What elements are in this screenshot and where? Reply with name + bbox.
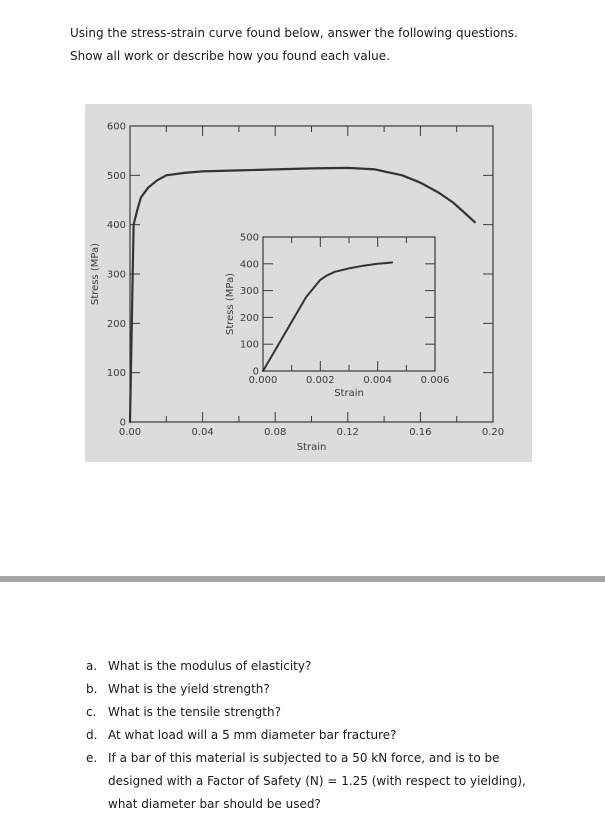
y-tick-label: 300	[106, 269, 126, 281]
y-tick-label: 300	[239, 286, 259, 298]
question-list	[86, 655, 556, 816]
section-divider	[0, 576, 605, 582]
x-tick-label: 0.000	[248, 375, 278, 386]
question-item	[86, 655, 556, 678]
y-axis-label: Stress (MPa)	[225, 272, 236, 336]
y-tick-label: 400	[106, 220, 126, 232]
x-axis-label: Strain	[334, 388, 364, 399]
y-tick-label: 100	[239, 339, 259, 351]
question-text: What is the tensile strength?	[108, 705, 281, 719]
x-tick-label: 0.20	[481, 427, 505, 438]
x-axis-label: Strain	[296, 442, 327, 453]
question-marker: c.	[86, 705, 97, 719]
question-text: At what load will a 5 mm diameter bar fracture?	[108, 728, 397, 742]
stress-strain-figure	[85, 104, 532, 462]
y-tick-label: 0	[119, 417, 126, 429]
question-item	[86, 678, 556, 701]
y-tick-label: 600	[106, 121, 126, 133]
x-tick-label: 0.04	[191, 427, 214, 438]
question-marker: b.	[86, 682, 98, 696]
x-tick-label: 0.006	[420, 375, 450, 386]
question-item	[86, 701, 556, 724]
question-item	[86, 747, 556, 816]
question-marker: a.	[86, 659, 98, 673]
question-text: What is the modulus of elasticity?	[108, 659, 312, 673]
main-stress-strain-chart	[85, 104, 532, 462]
question-text: If a bar of this material is subjected to a 50 kN force, and is to be designed with a Factor of Safety (N) = 1.25 (with respect to yielding), what diameter bar should be used?	[108, 751, 526, 811]
y-tick-label: 200	[106, 318, 126, 330]
question-marker: e.	[86, 751, 98, 765]
x-tick-label: 0.16	[409, 427, 432, 438]
instructions-text: Using the stress-strain curve found below, answer the following questions. Show all work or describe how you found each value.	[70, 26, 518, 63]
x-tick-label: 0.002	[306, 375, 335, 386]
y-tick-label: 0	[252, 366, 259, 378]
y-tick-label: 400	[239, 259, 259, 271]
y-tick-label: 100	[106, 368, 126, 380]
x-tick-label: 0.00	[118, 427, 142, 438]
y-axis-label: Stress (MPa)	[90, 242, 101, 306]
plot-background	[263, 237, 435, 371]
inset-chart-group	[225, 233, 449, 400]
question-marker: d.	[86, 728, 98, 742]
y-tick-label: 500	[106, 170, 126, 182]
y-tick-label: 500	[239, 232, 259, 244]
question-text: What is the yield strength?	[108, 682, 270, 696]
y-tick-label: 200	[239, 312, 259, 324]
x-tick-label: 0.12	[336, 427, 359, 438]
question-item	[86, 724, 556, 747]
x-tick-label: 0.004	[363, 375, 392, 386]
x-tick-label: 0.08	[264, 427, 287, 438]
